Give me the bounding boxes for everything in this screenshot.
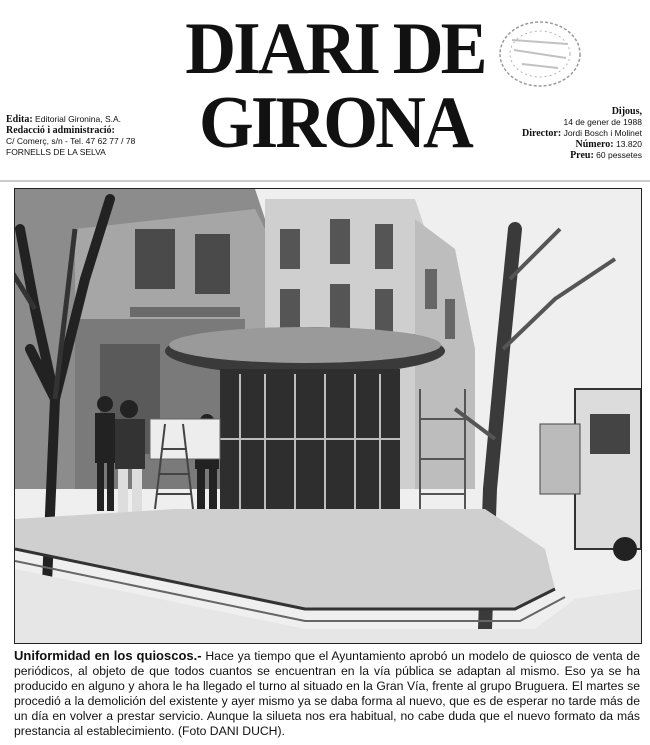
day: Dijous, (611, 106, 642, 117)
stamp-icon (492, 14, 588, 96)
date: 14 de gener de 1988 (563, 117, 642, 127)
edita-label: Edita: (6, 114, 33, 125)
preu-label: Preu: (570, 150, 594, 161)
masthead (0, 0, 650, 180)
newspaper-title-line1: DIARI DE (185, 8, 485, 90)
newspaper-title-line2: GIRONA (199, 82, 471, 164)
issue-info (492, 106, 642, 161)
preu-value: 60 pessetes (596, 150, 642, 160)
address: C/ Comerç, s/n - Tel. 47 62 77 / 78 (6, 136, 136, 146)
edita-value: Editorial Gironina, S.A. (35, 114, 122, 124)
director-label: Director: (521, 128, 562, 139)
caption-headline: Uniformidad en los quioscos.- (14, 648, 202, 663)
director-value: Jordi Bosch i Molinet (563, 128, 642, 138)
photo-caption (14, 648, 640, 739)
redaccio-label: Redacció i administració: (6, 125, 115, 136)
numero-value: 13.820 (616, 139, 642, 149)
numero-label: Número: (575, 139, 614, 150)
masthead-divider (0, 180, 650, 182)
kiosk-photo (14, 188, 642, 644)
caption-body: Hace ya tiempo que el Ayuntamiento aprobó un modelo de quiosco de venta de periódicos, al objeto de que todos cuantos se encuentran en la vía pública se adaptan al mismo. Eso ya se ha producido en alguno y ahora le ha llegado el turno al situado en la Gran Vía, frente al grupo Bruguera. El martes se procedió a la demolición del existente y ayer mismo ya se daba forma al nuevo, que es de esperar no tarde más de un día en volver a prestar servicio. Aunque la silueta nos era habitual, no cabe duda que el nuevo formato da más prestancia al establecimiento. (Foto DANI DUCH). (14, 649, 640, 738)
publisher-info (6, 114, 176, 158)
town: FORNELLS DE LA SELVA (6, 147, 106, 157)
